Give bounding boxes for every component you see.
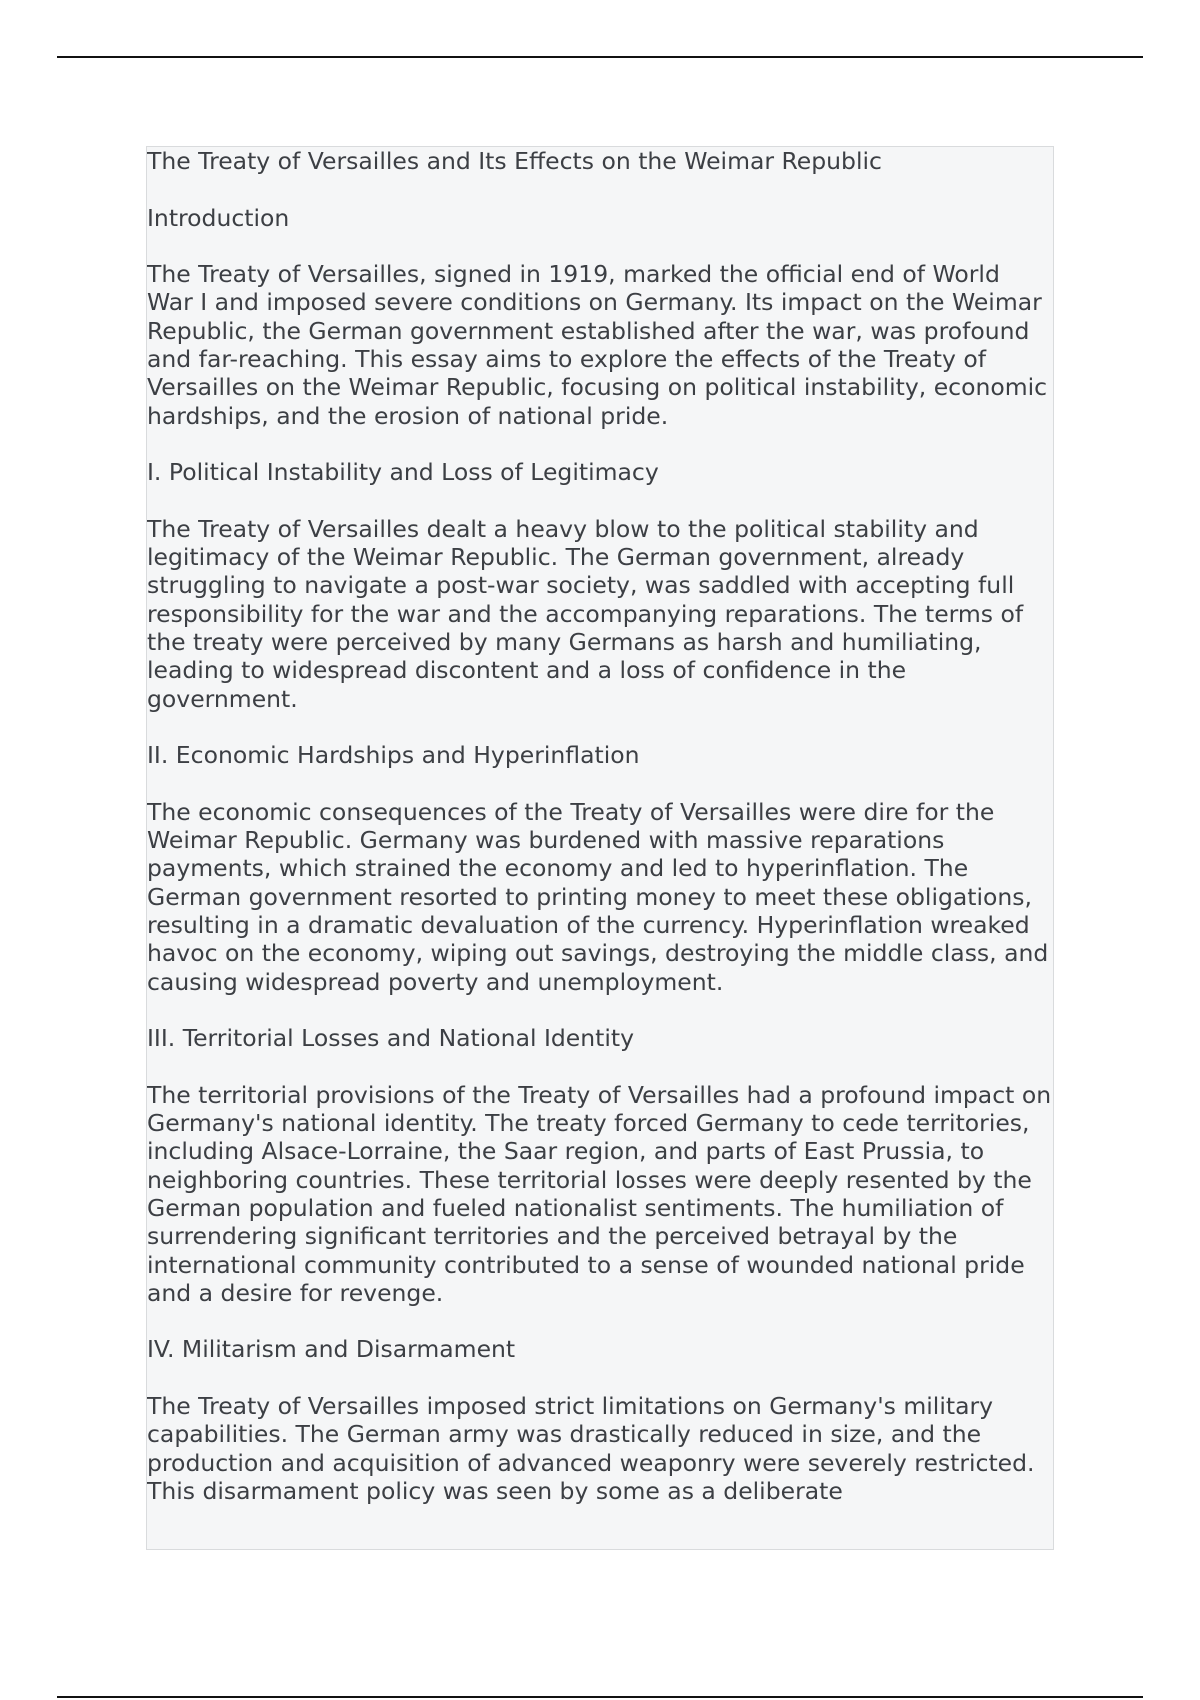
section-body-economic-hardships: The economic consequences of the Treaty of Versailles were dire for the Weimar Republic. Germany was burdened with massive reparations payments, which strained the economy and led to hyperinflation. The German government resorted to printing money to meet these obligations, resulting in a dramatic devaluation of the currency. Hyperinflation wreaked havoc on the economy, wiping out savings, destroying the middle class, and causing widespread poverty and unemployment. (147, 797, 1049, 996)
section-heading-militarism: IV. Militarism and Disarmament (147, 1335, 516, 1364)
section-body-militarism: The Treaty of Versailles imposed strict limitations on Germany's military capabilities. The German army was drastically reduced in size, and the production and acquisition of advanced weaponry were severely restricted. This disarmament policy was seen by some as a deliberate (147, 1392, 1035, 1505)
section-body-introduction: The Treaty of Versailles, signed in 1919, marked the official end of World War I and imposed severe conditions on Germany. Its impact on the Weimar Republic, the German government established after the war, was profound and far-reaching. This essay aims to explore the effects of the Treaty of Versailles on the Weimar Republic, focusing on political instability, economic hardships, and the erosion of national pride. (147, 260, 1048, 430)
section-heading-territorial-losses: III. Territorial Losses and National Identity (147, 1024, 635, 1053)
bottom-rule (57, 1696, 1143, 1698)
top-rule (57, 56, 1143, 58)
document-text-box (146, 146, 1054, 1550)
section-heading-introduction: Introduction (147, 203, 290, 232)
section-body-political-instability: The Treaty of Versailles dealt a heavy blow to the political stability and legitimacy of the Weimar Republic. The German government, already struggling to navigate a post-war society, was saddled with accepting full responsibility for the war and the accompanying reparations. The terms of the treaty were perceived by many Germans as harsh and humiliating, leading to widespread discontent and a loss of confidence in the government. (147, 514, 1024, 713)
section-heading-political-instability: I. Political Instability and Loss of Legitimacy (147, 458, 659, 487)
section-heading-economic-hardships: II. Economic Hardships and Hyperinflation (147, 741, 640, 770)
document-title: The Treaty of Versailles and Its Effects on the Weimar Republic (147, 147, 882, 175)
section-body-territorial-losses: The territorial provisions of the Treaty of Versailles had a profound impact on Germany's national identity. The treaty forced Germany to cede territories, including Alsace-Lorraine, the Saar region, and parts of East Prussia, to neighboring countries. These territorial losses were deeply resented by the German population and fueled nationalist sentiments. The humiliation of surrendering significant territories and the perceived betrayal by the international community contributed to a sense of wounded national pride and a desire for revenge. (147, 1080, 1052, 1307)
